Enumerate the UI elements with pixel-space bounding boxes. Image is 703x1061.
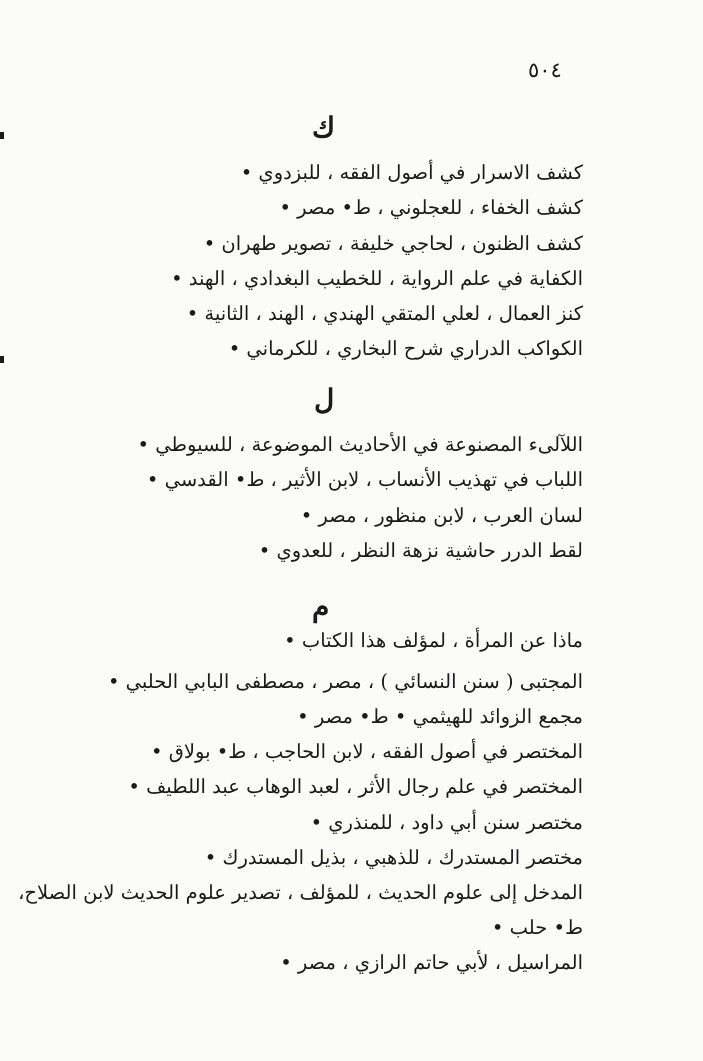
bibliography-entry: مختصر المستدرك ، للذهبي ، بذيل المستدرك • — [204, 846, 583, 869]
bibliography-entry: لسان العرب ، لابن منظور ، مصر • — [300, 504, 583, 527]
bibliography-entry: المختصر في أصول الفقه ، لابن الحاجب ، ط• بولاق • — [151, 740, 583, 763]
section-letter-mim: م — [312, 590, 330, 623]
margin-mark — [0, 356, 4, 363]
bibliography-entry: الكفاية في علم الرواية ، للخطيب البغدادي ، الهند • — [171, 267, 583, 290]
section-letter-kaf: ك — [312, 111, 336, 144]
bibliography-entry: مختصر سنن أبي داود ، للمنذري • — [310, 811, 583, 834]
bibliography-entry: المراسيل ، لأبي حاتم الرازي ، مصر • — [280, 951, 583, 974]
bibliography-entry: المجتبى ( سنن النسائي ) ، مصر ، مصطفى البابي الحلبي • — [107, 670, 583, 693]
bibliography-entry: اللآلىء المصنوعة في الأحاديث الموضوعة ، للسيوطي • — [137, 433, 583, 456]
bibliography-entry: مجمع الزوائد للهيثمي • ط• مصر • — [297, 705, 583, 728]
bibliography-entry: الكواكب الدراري شرح البخاري ، للكرماني • — [228, 337, 583, 360]
bibliography-entry: لقط الدرر حاشية نزهة النظر ، للعدوي • — [258, 539, 583, 562]
section-letter-lam: ل — [314, 383, 335, 416]
bibliography-entry: كشف الاسرار في أصول الفقه ، للبزدوي • — [240, 161, 583, 184]
bibliography-entry: كنز العمال ، لعلي المتقي الهندي ، الهند ، الثانية • — [186, 302, 583, 325]
margin-mark — [0, 132, 4, 139]
bibliography-entry: كشف الظنون ، لحاجي خليفة ، تصوير طهران • — [203, 232, 583, 255]
page-number: ٥٠٤ — [528, 58, 562, 82]
bibliography-entry: كشف الخفاء ، للعجلوني ، ط• مصر • — [279, 196, 583, 219]
bibliography-entry: المدخل إلى علوم الحديث ، للمؤلف ، تصدير علوم الحديث لابن الصلاح، — [18, 881, 583, 904]
bibliography-entry: ماذا عن المرأة ، لمؤلف هذا الكتاب • — [284, 629, 583, 652]
bibliography-entry: المختصر في علم رجال الأثر ، لعبد الوهاب عبد اللطيف • — [128, 775, 583, 798]
bibliography-entry: اللباب في تهذيب الأنساب ، لابن الأثير ، ط• القدسي • — [146, 468, 583, 491]
bibliography-entry-continuation: ط• حلب • — [491, 916, 583, 939]
